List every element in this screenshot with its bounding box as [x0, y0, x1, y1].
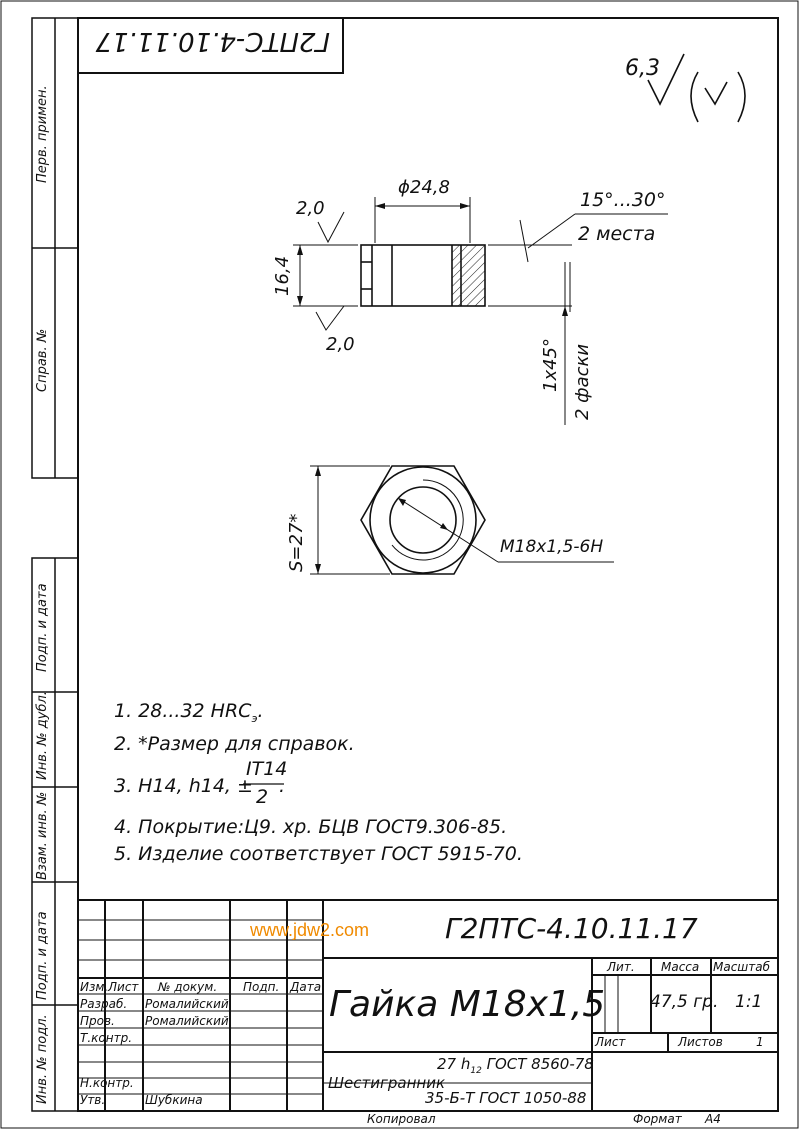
listov-label: Листов	[678, 1035, 723, 1049]
height-dim: 16,4	[272, 255, 293, 296]
material-prefix: Шестигранник	[328, 1074, 446, 1092]
hdr-data: Дата	[290, 980, 322, 994]
side-label-vzam-inv-no: Взам. инв. №	[35, 791, 50, 880]
hdr-doc: № докум.	[158, 980, 218, 994]
angle-dim: 15°...30°	[580, 189, 666, 211]
format-label: Формат	[633, 1112, 682, 1126]
side-label-podp-data-2: Подп. и дата	[35, 911, 50, 1000]
thread-dim: M18x1,5-6H	[500, 537, 604, 557]
lit-label: Лит.	[607, 960, 635, 974]
stamp-designation: Г2ПТС-4.10.11.17	[95, 26, 330, 56]
masshtab-label: Масштаб	[713, 960, 771, 974]
s-dim: S=27*	[286, 513, 307, 572]
side-label-sprav-no: Справ. №	[35, 328, 50, 392]
massa-label: Масса	[661, 960, 700, 974]
person-razrab: Ромалийский	[145, 997, 229, 1011]
person-utv: Шубкина	[145, 1093, 203, 1107]
note-5: 5. Изделие соответствует ГОСТ 5915-70.	[114, 843, 523, 865]
person-prov: Ромалийский	[145, 1014, 229, 1028]
roughness-symbol	[648, 54, 745, 122]
hdr-izm: Изм.	[80, 980, 109, 994]
roughness-top: 2,0	[296, 198, 325, 219]
note-3-end: .	[279, 775, 286, 797]
roughness-value: 6,3	[625, 56, 660, 81]
chamfers-label: 2 фаски	[572, 343, 593, 420]
note-3-numerator: IT14	[246, 758, 288, 780]
list-label: Лист	[595, 1035, 626, 1049]
hdr-podp: Подп.	[243, 980, 280, 994]
chamfer-dim: 1x45°	[540, 337, 561, 392]
role-razrab: Разраб.	[80, 997, 128, 1011]
hdr-list: Лист	[108, 980, 139, 994]
title-part-name: Гайка M18x1,5	[329, 984, 606, 1025]
title-designation: Г2ПТС-4.10.11.17	[445, 912, 698, 945]
role-nkontr: Н.контр.	[80, 1076, 134, 1090]
material-line-2: 35-Б-Т ГОСТ 1050-88	[425, 1089, 587, 1107]
masshtab-value: 1:1	[735, 992, 763, 1012]
listov-value: 1	[756, 1035, 764, 1049]
note-4: 4. Покрытие:Ц9. хр. БЦВ ГОСТ9.306-85.	[114, 816, 508, 838]
side-label-inv-no-podl: Инв. № подл.	[35, 1014, 50, 1104]
roughness-bottom: 2,0	[326, 334, 355, 355]
side-label-podp-data-1: Подп. и дата	[35, 583, 50, 672]
side-label-inv-no-dubl: Инв. № дубл.	[35, 691, 50, 780]
role-utv: Утв.	[80, 1093, 106, 1107]
kopiroval-label: Копировал	[367, 1112, 436, 1126]
role-prov: Пров.	[80, 1014, 115, 1028]
role-tkontr: Т.контр.	[80, 1031, 133, 1045]
note-2: 2. *Размер для справок.	[114, 733, 355, 755]
diameter-dim: ϕ24,8	[398, 177, 450, 198]
section-hatch	[452, 245, 485, 306]
massa-value: 47,5 гр.	[650, 992, 719, 1012]
format-value: А4	[705, 1112, 721, 1126]
material-line-1: 27 $h_{12}$ ГОСТ 8560-78	[437, 1055, 594, 1076]
nut-top-view	[310, 466, 614, 574]
note-3: 3. H14, h14, ±	[114, 775, 253, 797]
places-label: 2 места	[578, 223, 656, 245]
watermark: www.jdw2.com	[250, 920, 370, 940]
note-1: 1. 28...32 $HRC_э$.	[114, 700, 264, 725]
note-3-denominator: 2	[256, 786, 269, 808]
side-label-perv-primen: Перв. примен.	[35, 85, 50, 183]
